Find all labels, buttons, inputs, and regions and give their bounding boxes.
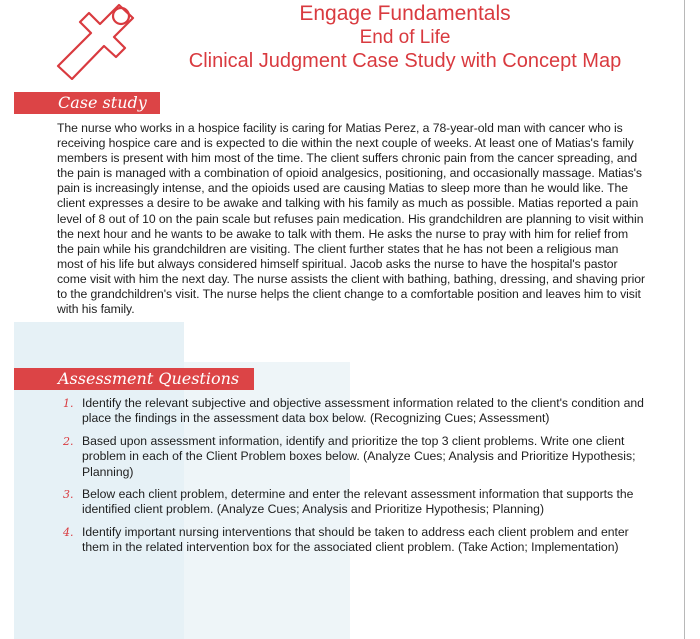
question-number: 3.	[63, 488, 74, 502]
assessment-question-list	[56, 396, 646, 563]
question-text: Identify important nursing interventions that should be taken to address each client problem and enter them in the related intervention box for the associated client problem. (Take Action; Implementation)	[82, 524, 629, 555]
assessment-question	[56, 396, 646, 427]
assessment-heading: Assessment Questions	[58, 369, 240, 388]
document-subtitle: End of Life	[359, 27, 451, 48]
question-number: 1.	[63, 397, 74, 410]
assessment-heading-band	[14, 368, 254, 390]
person-cross-logo-icon	[52, 2, 164, 80]
question-text: Based upon assessment information, identify and prioritize the top 3 client problems. Write one client problem in each of the Client Problem boxes below. (Analyze Cues; Analysis and Prioritize Hypothesis; Planning)	[82, 433, 636, 479]
assessment-question	[56, 434, 646, 480]
assessment-question	[56, 525, 646, 556]
case-study-heading-band	[14, 92, 160, 114]
question-text: Below each client problem, determine and enter the relevant assessment information that supports the identified client problem. (Analyze Cues; Analysis and Prioritize Hypothesis; Planning)	[82, 487, 634, 517]
case-study-heading: Case study	[58, 93, 147, 112]
question-text: Identify the relevant subjective and objective assessment information related to the client's condition and place the findings in the assessment data box below. (Recognizing Cues; Assessment)	[82, 396, 644, 426]
assessment-question	[56, 487, 646, 518]
document-header	[170, 2, 640, 74]
question-number: 2.	[63, 434, 74, 448]
page-edge-divider	[684, 0, 685, 639]
question-number: 4.	[63, 525, 74, 539]
case-study-text: The nurse who works in a hospice facility is caring for Matias Perez, a 78-year-old man with cancer who is receiving hospice care and is expected to die within the next couple of weeks. At least one of Matias's family members is present with him most of the time. The client suffers chronic pain from the cancer spreading, and the pain is managed with a combination of opioid analgesics, positioning, and occasionally massage. Matias's pain is increasingly intense, and the opioids used are causing Matias to sleep more than he would like. The client expresses a desire to be awake and talking with his family as much as possible. Matias reported a pain level of 8 out of 10 on the pain scale but refuses pain medication. His grandchildren are planning to visit within the next hour and he wants to be awake to talk with them. He asks the nurse to pray with him for relief from the pain while his grandchildren are visiting. The client further states that he has not been a religious man most of his life but always considered himself spiritual. Jacob asks the nurse to have the hospital's pastor come visit with him the next day. The nurse assists the client with bathing, bathing, dressing, and shaving prior to the grandchildren's visit. The nurse helps the client change to a comfortable position and leaves him to visit with his family.	[57, 121, 646, 317]
document-title: Engage Fundamentals	[299, 2, 511, 25]
document-subtitle-2: Clinical Judgment Case Study with Concept Map	[188, 50, 622, 72]
